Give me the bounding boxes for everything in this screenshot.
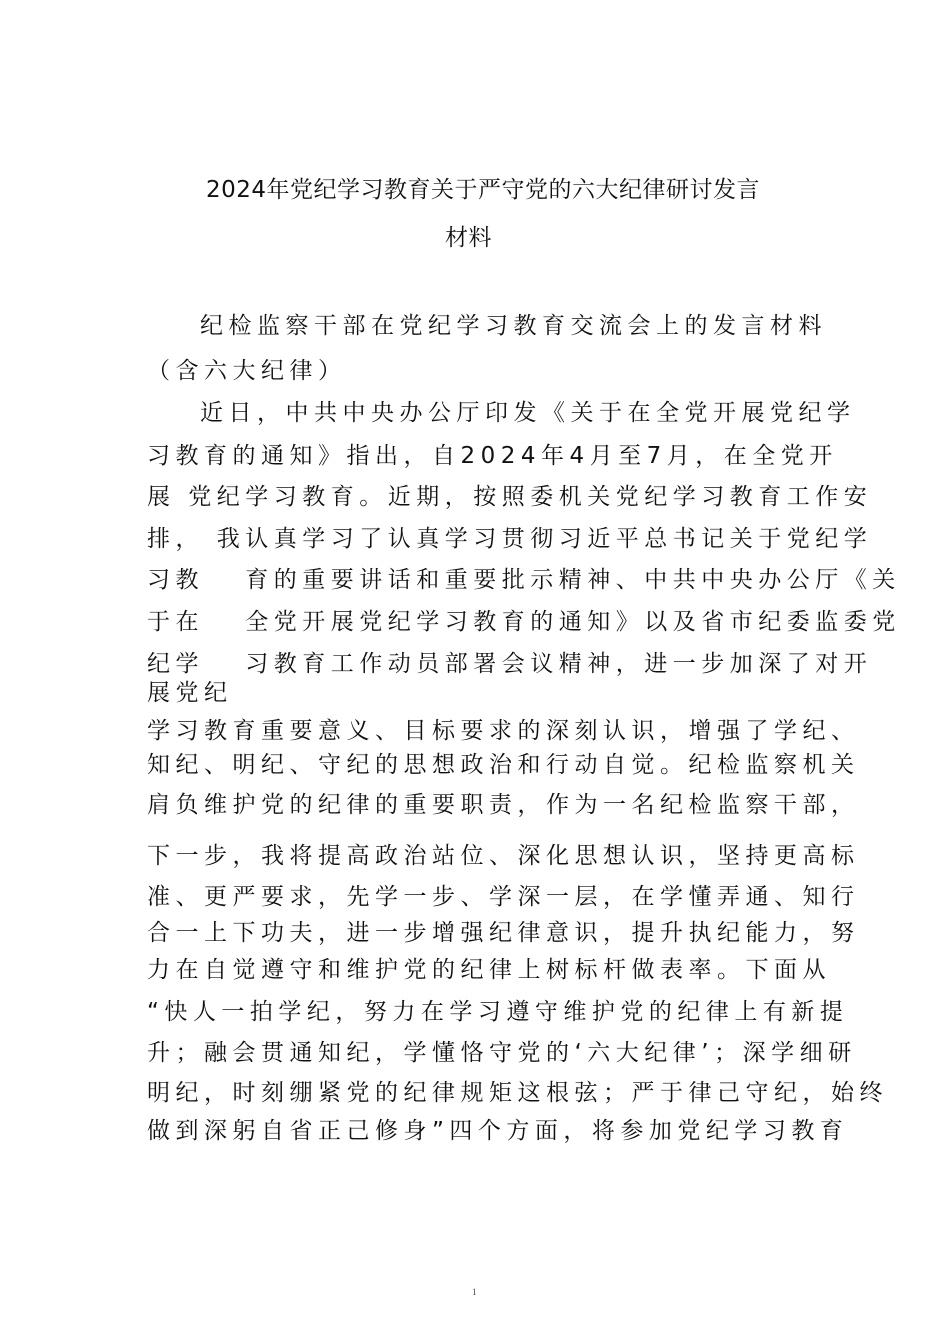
body-line: 知纪、明纪、守纪的思想政治和行动自觉。纪检监察机关 (147, 752, 860, 778)
body-line: 合一上下功夫，进一步增强纪律意识，提升执纪能力，努 (147, 920, 860, 946)
body-line: 力在自觉遵守和维护党的纪律上树标杆做表率。下面从 (147, 957, 831, 983)
body-line: 于在 全党开展党纪学习教育的通知》以及省市纪委监委党 (147, 609, 901, 635)
subtitle-line-2: （含六大纪律） (147, 358, 347, 384)
body-line: 做到深躬自省正己修身”四个方面，将参加党纪学习教育 (147, 1118, 849, 1144)
body-line: 明纪，时刻绷紧党的纪律规矩这根弦；严于律己守纪，始终 (147, 1080, 888, 1106)
page-number: 1 (472, 1287, 477, 1297)
body-line: 展党纪 (147, 680, 233, 706)
subtitle-line-1: 纪检监察干部在党纪学习教育交流会上的发言材料 (200, 313, 827, 339)
body-line: 近日，中共中央办公厅印发《关于在全党开展党纪学 (200, 400, 856, 426)
body-line: 学习教育重要意义、目标要求的深刻认识，增强了学纪、 (147, 718, 860, 744)
body-line: 纪学 习教育工作动员部署会议精神，进一步加深了对开 (147, 651, 873, 677)
body-line: 排， 我认真学习了认真学习贯彻习近平总书记关于党纪学 (147, 526, 873, 552)
body-line: “快人一拍学纪，努力在学习遵守维护党的纪律上有新提 (147, 999, 849, 1025)
body-line: 肩负维护党的纪律的重要职责，作为一名纪检监察干部， (147, 792, 860, 818)
body-line: 展 党纪学习教育。近期，按照委机关党纪学习教育工作安 (147, 484, 873, 510)
document-title-line-1: 2024年党纪学习教育关于严守党的六大纪律研讨发言 (206, 177, 761, 203)
body-line: 下一步，我将提高政治站位、深化思想认识，坚持更高标 (147, 843, 860, 869)
document-title-line-2: 材料 (445, 225, 492, 251)
body-line: 习教育的通知》指出，自2024年4月至7月，在全党开 (147, 443, 838, 469)
body-line: 准、更严要求，先学一步、学深一层，在学懂弄通、知行 (147, 884, 860, 910)
body-line: 习教 育的重要讲话和重要批示精神、中共中央办公厅《关 (147, 567, 901, 593)
body-line: 升；融会贯通知纪，学懂恪守党的‘六大纪律’；深学细研 (147, 1040, 857, 1066)
